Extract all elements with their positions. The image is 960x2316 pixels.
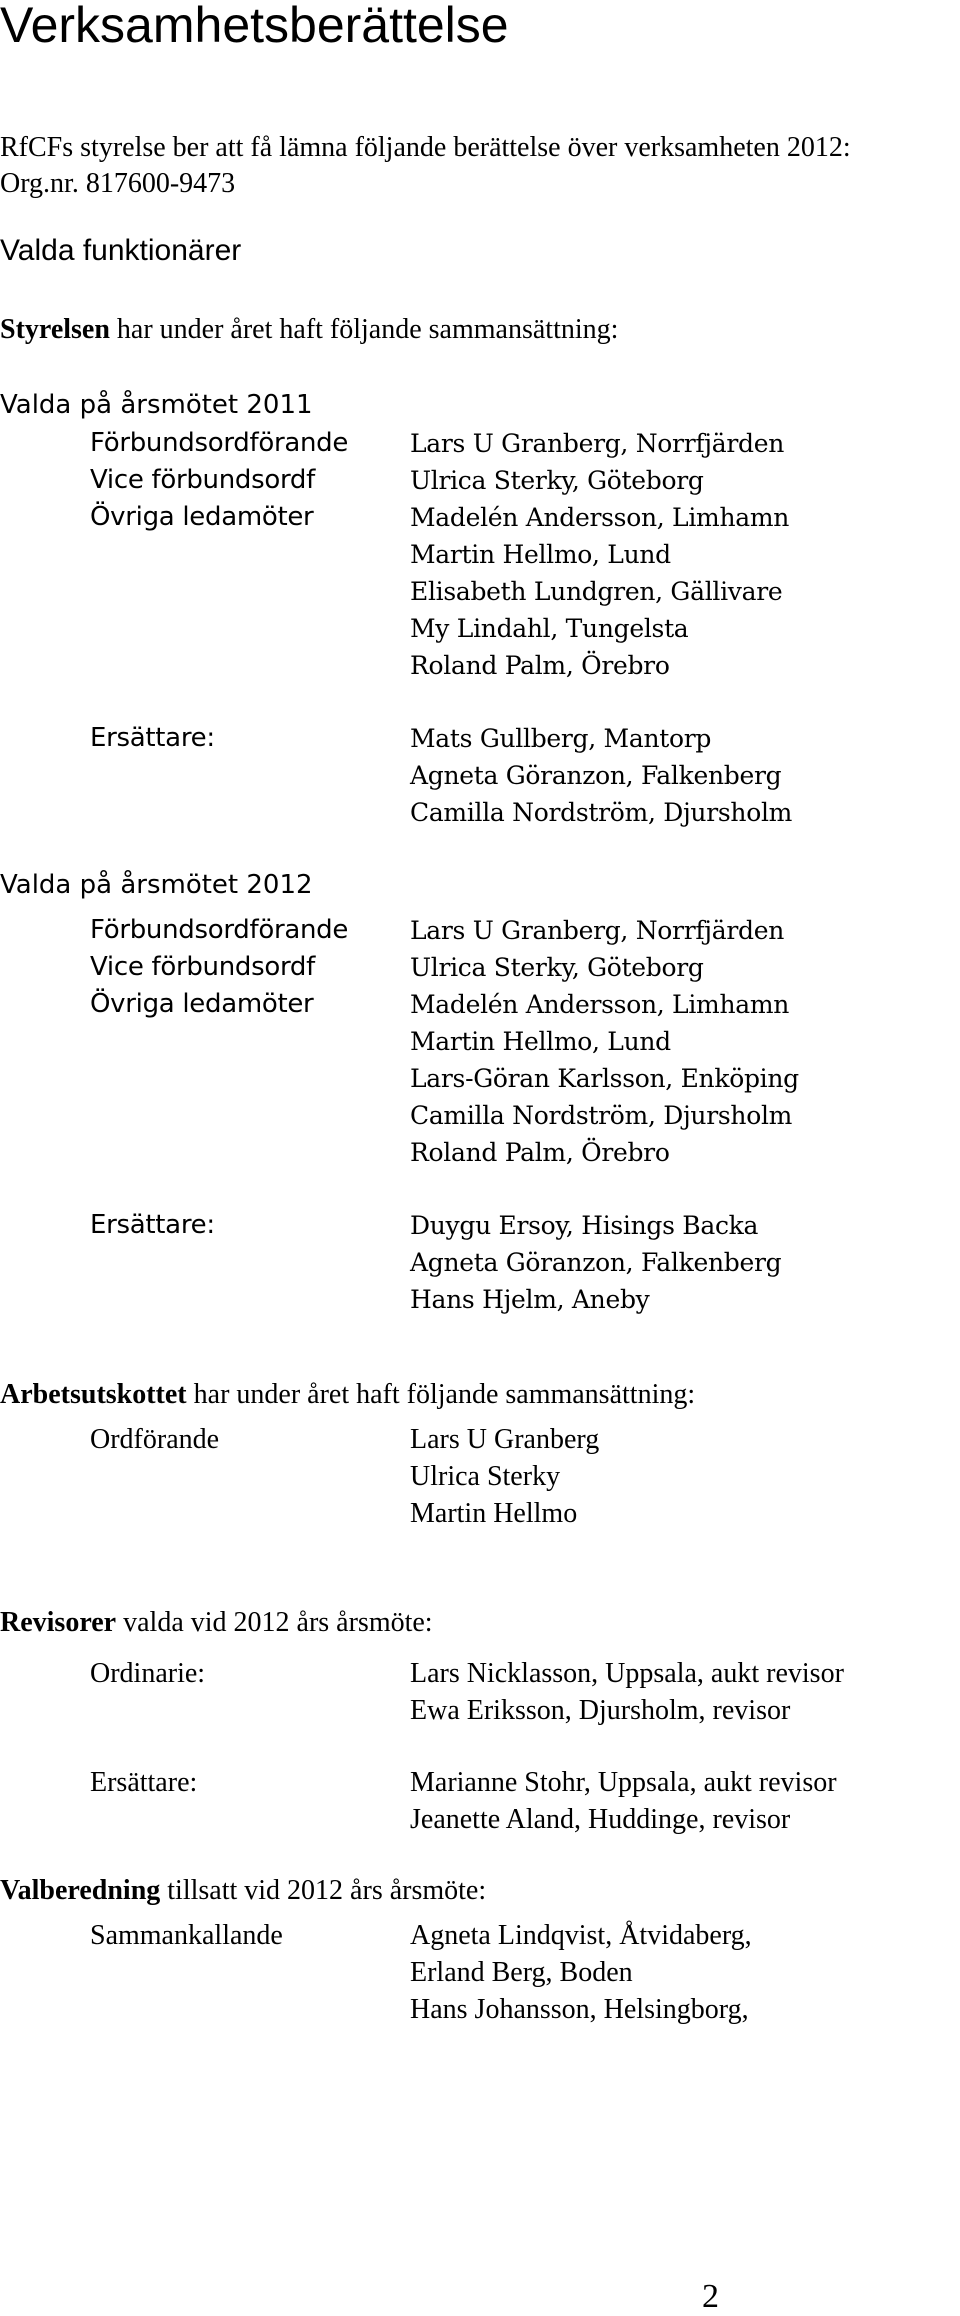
value-ordinarie-1: Ewa Eriksson, Djursholm, revisor <box>410 1695 791 1726</box>
value-vice-2012: Ulrica Sterky, Göteborg <box>410 953 704 982</box>
value-ovriga-2011-3: My Lindahl, Tungelsta <box>410 614 689 643</box>
label-forbundsordforande-2011: Förbundsordförande <box>90 428 349 458</box>
value-ovriga-2012-3: Camilla Nordström, Djursholm <box>410 1101 793 1130</box>
year-2011-heading: Valda på årsmötet 2011 <box>0 390 313 420</box>
value-ovriga-2012-0: Madelén Andersson, Limhamn <box>410 990 790 1019</box>
value-rev-ersattare-1: Jeanette Aland, Huddinge, revisor <box>410 1804 791 1835</box>
value-ersattare-2012-2: Hans Hjelm, Aneby <box>410 1285 650 1314</box>
value-au-1: Ulrica Sterky <box>410 1461 561 1492</box>
value-ovriga-2012-2: Lars-Göran Karlsson, Enköping <box>410 1064 799 1093</box>
value-ovriga-2011-4: Roland Palm, Örebro <box>410 651 670 680</box>
intro-line-1: RfCFs styrelse ber att få lämna följande berättelse över verksamheten 2012: <box>0 132 851 163</box>
label-ordinarie: Ordinarie: <box>90 1658 206 1689</box>
label-vice-2012: Vice förbundsordf <box>90 952 315 982</box>
label-ovriga-2011: Övriga ledamöter <box>90 502 314 532</box>
styrelsen-line <box>0 314 618 346</box>
styrelsen-bold: Styrelsen <box>0 314 110 345</box>
label-rev-ersattare: Ersättare: <box>90 1767 198 1798</box>
value-ovriga-2011-0: Madelén Andersson, Limhamn <box>410 503 790 532</box>
value-ersattare-2011-2: Camilla Nordström, Djursholm <box>410 798 793 827</box>
revisorer-rest: valda vid 2012 års årsmöte: <box>116 1607 433 1638</box>
value-rev-ersattare-0: Marianne Stohr, Uppsala, aukt revisor <box>410 1767 837 1798</box>
value-ordinarie-0: Lars Nicklasson, Uppsala, aukt revisor <box>410 1658 844 1689</box>
document-title: Verksamhetsberättelse <box>0 0 509 53</box>
label-forbundsordforande-2012: Förbundsordförande <box>90 915 349 945</box>
year-2012-heading: Valda på årsmötet 2012 <box>0 870 313 900</box>
arbetsutskottet-bold: Arbetsutskottet <box>0 1379 187 1410</box>
value-ersattare-2011-0: Mats Gullberg, Mantorp <box>410 724 712 753</box>
valberedning-line <box>0 1875 486 1907</box>
value-vice-2011: Ulrica Sterky, Göteborg <box>410 466 704 495</box>
value-forbundsordforande-2011: Lars U Granberg, Norrfjärden <box>410 429 785 458</box>
valberedning-bold: Valberedning <box>0 1875 161 1906</box>
revisorer-bold: Revisorer <box>0 1607 117 1638</box>
label-ersattare-2012: Ersättare: <box>90 1210 215 1240</box>
label-vice-2011: Vice förbundsordf <box>90 465 315 495</box>
value-ovriga-2012-1: Martin Hellmo, Lund <box>410 1027 671 1056</box>
label-ordforande: Ordförande <box>90 1424 220 1455</box>
value-vb-1: Erland Berg, Boden <box>410 1957 633 1988</box>
value-ersattare-2011-1: Agneta Göranzon, Falkenberg <box>410 761 782 790</box>
label-ovriga-2012: Övriga ledamöter <box>90 989 314 1019</box>
page-number: 2 <box>702 2278 719 2315</box>
valberedning-rest: tillsatt vid 2012 års årsmöte: <box>160 1875 487 1906</box>
intro-line-2: Org.nr. 817600-9473 <box>0 168 236 199</box>
label-ersattare-2011: Ersättare: <box>90 723 215 753</box>
value-au-2: Martin Hellmo <box>410 1498 578 1529</box>
value-vb-2: Hans Johansson, Helsingborg, <box>410 1994 749 2025</box>
arbetsutskottet-line <box>0 1379 695 1411</box>
value-au-0: Lars U Granberg <box>410 1424 600 1455</box>
value-ovriga-2012-4: Roland Palm, Örebro <box>410 1138 670 1167</box>
value-vb-0: Agneta Lindqvist, Åtvidaberg, <box>410 1920 752 1951</box>
value-forbundsordforande-2012: Lars U Granberg, Norrfjärden <box>410 916 785 945</box>
section-title: Valda funktionärer <box>0 234 242 267</box>
value-ersattare-2012-1: Agneta Göranzon, Falkenberg <box>410 1248 782 1277</box>
value-ovriga-2011-2: Elisabeth Lundgren, Gällivare <box>410 577 783 606</box>
arbetsutskottet-rest: har under året haft följande sammansättning: <box>186 1379 696 1410</box>
styrelsen-rest: har under året haft följande sammansättning: <box>109 314 619 345</box>
value-ersattare-2012-0: Duygu Ersoy, Hisings Backa <box>410 1211 759 1240</box>
revisorer-line <box>0 1607 433 1639</box>
value-ovriga-2011-1: Martin Hellmo, Lund <box>410 540 671 569</box>
label-sammankallande: Sammankallande <box>90 1920 283 1951</box>
